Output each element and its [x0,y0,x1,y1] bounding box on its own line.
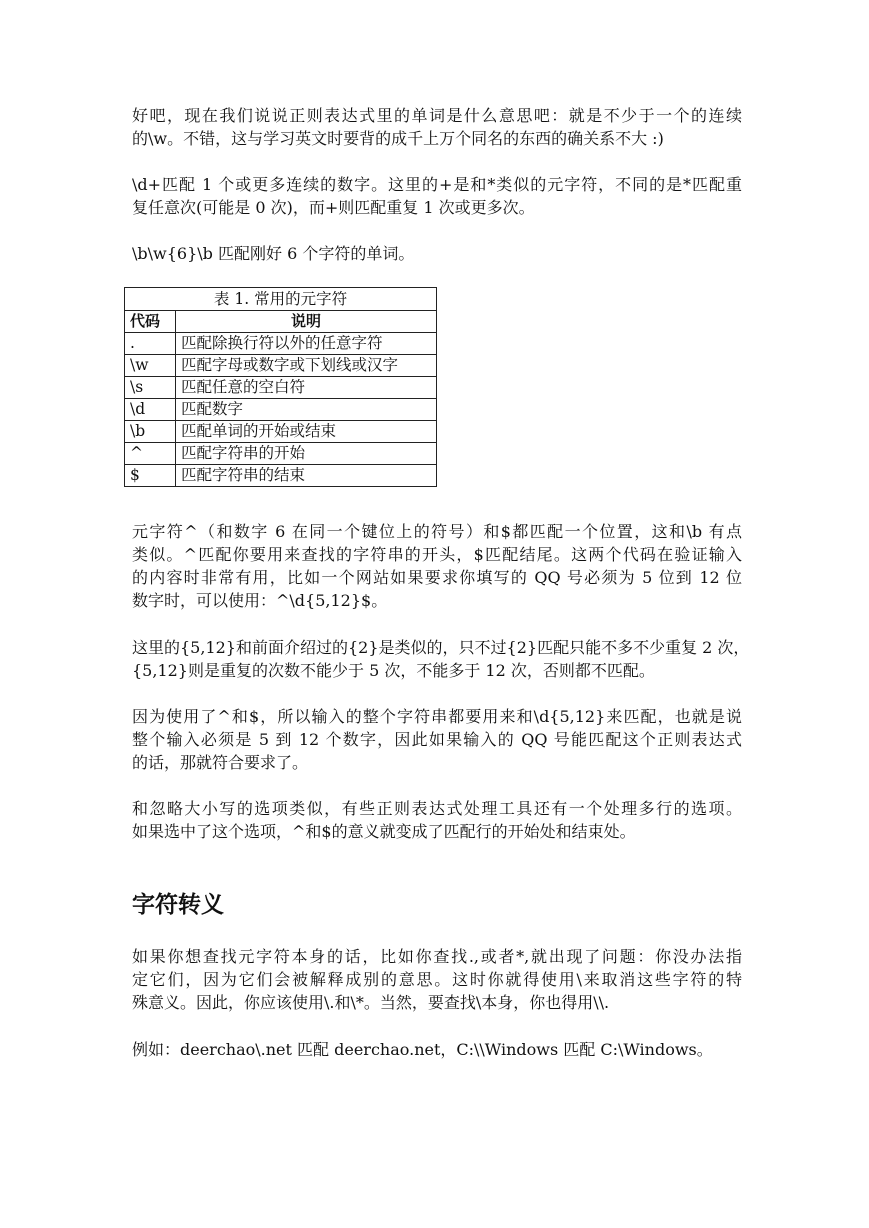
paragraph-digit-repeat [132,173,742,219]
code-cell: \w [125,355,176,377]
text-line: 这里的{5,12}和前面介绍过的{2}是类似的，只不过{2}匹配只能不多不少重复 2 次， [132,638,750,657]
paragraph-six-letter-word [132,242,742,265]
text-line: \d+匹配 1 个或更多连续的数字。这里的+是和*类似的元字符，不同的是*匹配重 [132,175,742,194]
text-line: 如果选中了这个选项，^和$的意义就变成了匹配行的开始处和结束处。 [132,822,636,841]
paragraph-word-definition [132,104,742,150]
table-row [125,399,437,421]
table-row [125,333,437,355]
table-row [125,355,437,377]
metacharacter-table [124,287,437,487]
description-cell: 匹配单词的开始或结束 [176,421,437,443]
paragraph-multiline-option [132,797,742,843]
code-cell: \d [125,399,176,421]
description-cell: 匹配字母或数字或下划线或汉字 [176,355,437,377]
text-line: 的话，那就符合要求了。 [132,753,309,772]
table-caption: 表 1. 常用的元字符 [124,287,437,310]
table-row [125,377,437,399]
description-cell: 匹配除换行符以外的任意字符 [176,333,437,355]
description-cell: 匹配任意的空白符 [176,377,437,399]
text-line: 的内容时非常有用，比如一个网站如果要求你填写的 QQ 号必须为 5 位到 12 位 [132,568,742,587]
text-line: 因为使用了^和$，所以输入的整个字符串都要用来和\d{5,12}来匹配，也就是说 [132,707,742,726]
code-cell: \s [125,377,176,399]
text-line: 数字时，可以使用：^\d{5,12}$。 [132,591,388,610]
text-line: \b\w{6}\b 匹配刚好 6 个字符的单词。 [132,244,415,263]
column-header-description: 说明 [176,311,437,333]
text-line: 元字符^（和数字 6 在同一个键位上的符号）和$都匹配一个位置，这和\b 有点 [132,522,742,541]
paragraph-escaping [132,945,742,1014]
description-cell: 匹配字符串的开始 [176,443,437,465]
text-line: 类似。^匹配你要用来查找的字符串的开头，$匹配结尾。这两个代码在验证输入 [132,545,742,564]
text-line: 的\w。不错，这与学习英文时要背的成千上万个同名的东西的确关系不大 :) [132,129,664,148]
section-heading: 字符转义 [132,892,224,918]
text-line: 例如：deerchao\.net 匹配 deerchao.net，C:\\Windows 匹配 C:\Windows。 [132,1040,713,1059]
code-cell: ^ [125,443,176,465]
code-cell: $ [125,465,176,487]
text-line: 好吧，现在我们说说正则表达式里的单词是什么意思吧：就是不少于一个的连续 [132,106,742,125]
text-line: 如果你想查找元字符本身的话，比如你查找.,或者*,就出现了问题：你没办法指 [132,947,742,966]
paragraph-example [132,1038,742,1061]
paragraph-anchors [132,520,742,612]
paragraph-whole-match [132,705,742,774]
table-row [125,465,437,487]
text-line: 整个输入必须是 5 到 12 个数字，因此如果输入的 QQ 号能匹配这个正则表达式 [132,730,742,749]
text-line: 殊意义。因此，你应该使用\.和\*。当然，要查找\本身，你也得用\\. [132,993,610,1012]
code-cell: . [125,333,176,355]
description-cell: 匹配数字 [176,399,437,421]
column-header-code: 代码 [125,311,176,333]
code-cell: \b [125,421,176,443]
table-header-row [125,311,437,333]
description-cell: 匹配字符串的结束 [176,465,437,487]
text-line: 复任意次(可能是 0 次)，而+则匹配重复 1 次或更多次。 [132,198,535,217]
text-line: 定它们，因为它们会被解释成别的意思。这时你就得使用\来取消这些字符的特 [132,970,742,989]
table-row [125,421,437,443]
table-row [125,443,437,465]
text-line: {5,12}则是重复的次数不能少于 5 次，不能多于 12 次，否则都不匹配。 [132,661,655,680]
paragraph-quantifier-range [132,636,750,682]
text-line: 和忽略大小写的选项类似，有些正则表达式处理工具还有一个处理多行的选项。 [132,799,742,818]
